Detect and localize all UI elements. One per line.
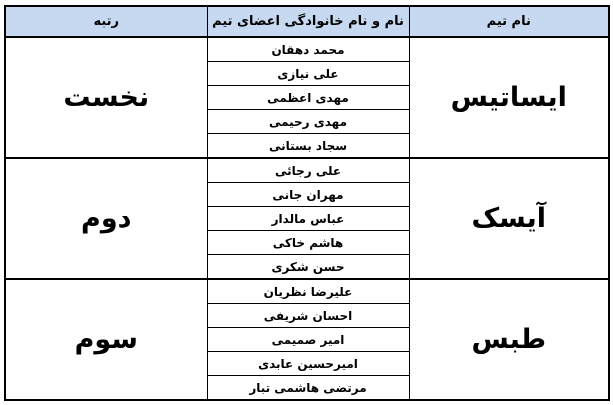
member-name-cell: عباس مالدار: [207, 207, 409, 231]
member-name-cell: حسن شکری: [207, 255, 409, 280]
team-name-cell: ایساتیس: [409, 37, 609, 158]
member-name-cell: مهدی رحیمی: [207, 110, 409, 134]
team-group-3: [5, 279, 609, 400]
member-name-cell: مهدی اعظمی: [207, 86, 409, 110]
table-row: [5, 37, 609, 62]
team-name-cell: آیسک: [409, 158, 609, 279]
team-group-2: [5, 158, 609, 279]
rank-cell: سوم: [5, 279, 207, 400]
member-name-cell: احسان شریفی: [207, 304, 409, 328]
header-team-name: نام تیم: [409, 6, 609, 37]
table-row: [5, 158, 609, 183]
member-name-cell: امیر صمیمی: [207, 328, 409, 352]
member-name-cell: علی رجائی: [207, 158, 409, 183]
team-name-cell: طبس: [409, 279, 609, 400]
member-name-cell: مهران جانی: [207, 183, 409, 207]
member-name-cell: علی نیازی: [207, 62, 409, 86]
member-name-cell: امیرحسین عابدی: [207, 352, 409, 376]
header-member-names: نام و نام خانوادگی اعضای تیم: [207, 6, 409, 37]
member-name-cell: علیرضا نظریان: [207, 279, 409, 304]
table-row: [5, 279, 609, 304]
table-header: [5, 6, 609, 37]
rank-cell: دوم: [5, 158, 207, 279]
member-name-cell: مرتضی هاشمی تبار: [207, 376, 409, 401]
header-row: [5, 6, 609, 37]
rank-cell: نخست: [5, 37, 207, 158]
member-name-cell: محمد دهقان: [207, 37, 409, 62]
member-name-cell: هاشم خاکی: [207, 231, 409, 255]
member-name-cell: سجاد بستانی: [207, 134, 409, 159]
team-ranking-table: [4, 5, 610, 401]
header-rank: رتبه: [5, 6, 207, 37]
team-group-1: [5, 37, 609, 158]
